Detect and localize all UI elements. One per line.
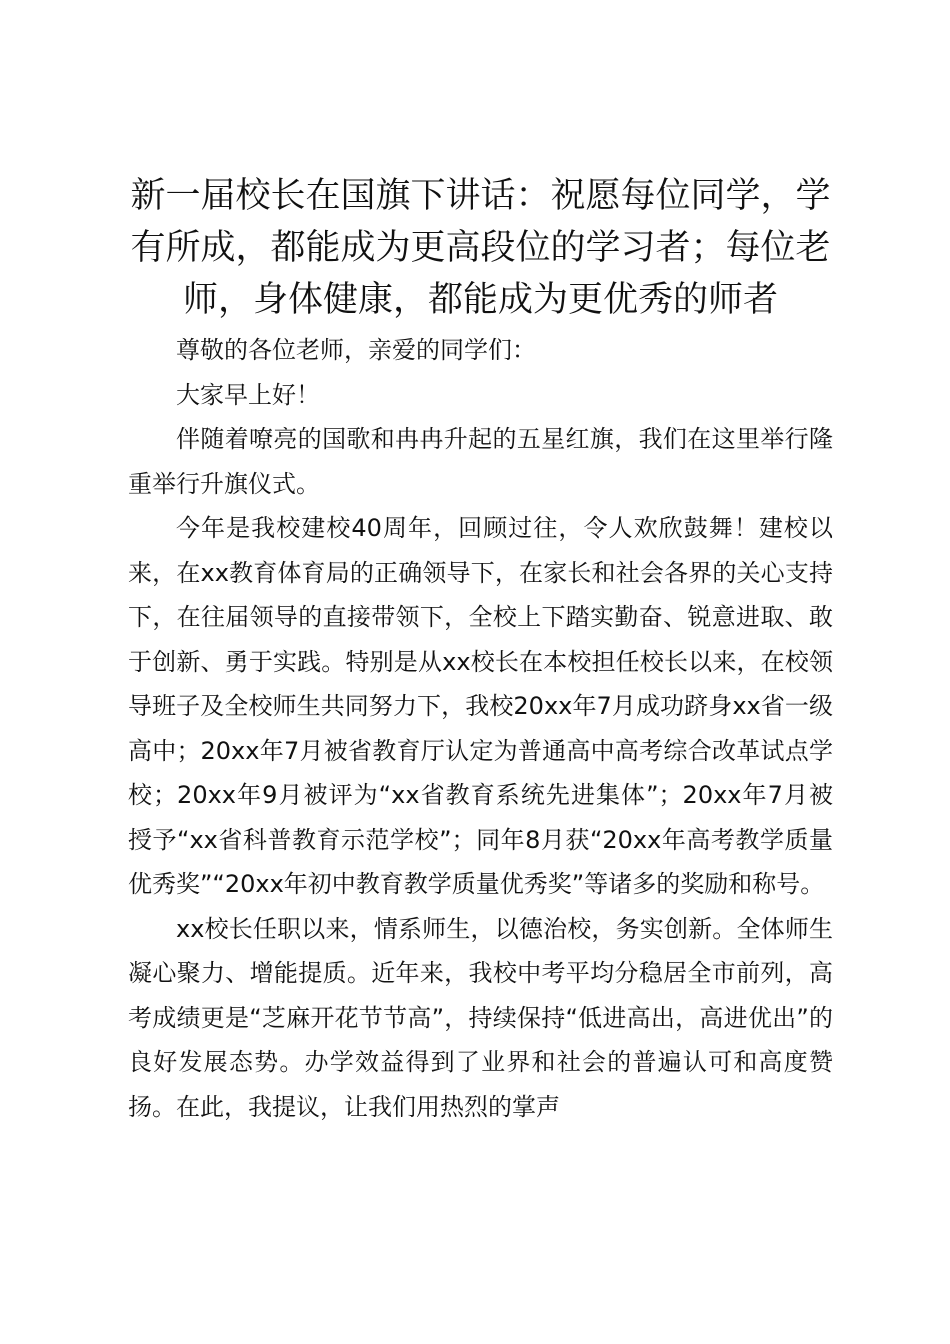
- paragraph-greeting: 尊敬的各位老师，亲爱的同学们：: [176, 336, 536, 364]
- paragraph-school-history: 今年是我校建校40周年，回顾过往，令人欢欣鼓舞！建校以来，在xx教育体育局的正确领导下，在家长和社会各界的关心支持下，在往届领导的直接带领下，全校上下踏实勤奋、锐意进取、敢于创新、勇于实践。特别是从xx校长在本校担任校长以来，在校领导班子及全校师生共同努力下，我校20xx年7月成功跻身xx省一级高中；20xx年7月被省教育厅认定为普通高中高考综合改革试点学校；20xx年9月被评为“xx省教育系统先进集体”；20xx年7月被授予“xx省科普教育示范学校”；同年8月获“20xx年高考教学质量优秀奖”“20xx年初中教育教学质量优秀奖”等诸多的奖励和称号。: [128, 514, 833, 898]
- document-title: 新一届校长在国旗下讲话：祝愿每位同学，学有所成，都能成为更高段位的学习者；每位老师，身体健康，都能成为更优秀的师者: [130, 176, 831, 320]
- paragraph-flag-ceremony: 伴随着嘹亮的国歌和冉冉升起的五星红旗，我们在这里举行隆重举行升旗仪式。: [128, 425, 833, 498]
- document-body: [128, 170, 833, 1129]
- paragraph-morning: 大家早上好！: [176, 380, 320, 409]
- paragraph-principal-achievements: xx校长任职以来，情系师生，以德治校，务实创新。全体师生凝心聚力、增能提质。近年来，我校中考平均分稳居全市前列，高考成绩更是“芝麻开花节节高”，持续保持“低进高出，高进优出”的良好发展态势。办学效益得到了业界和社会的普遍认可和高度赞扬。在此，我提议，让我们用热烈的掌声: [128, 914, 833, 1121]
